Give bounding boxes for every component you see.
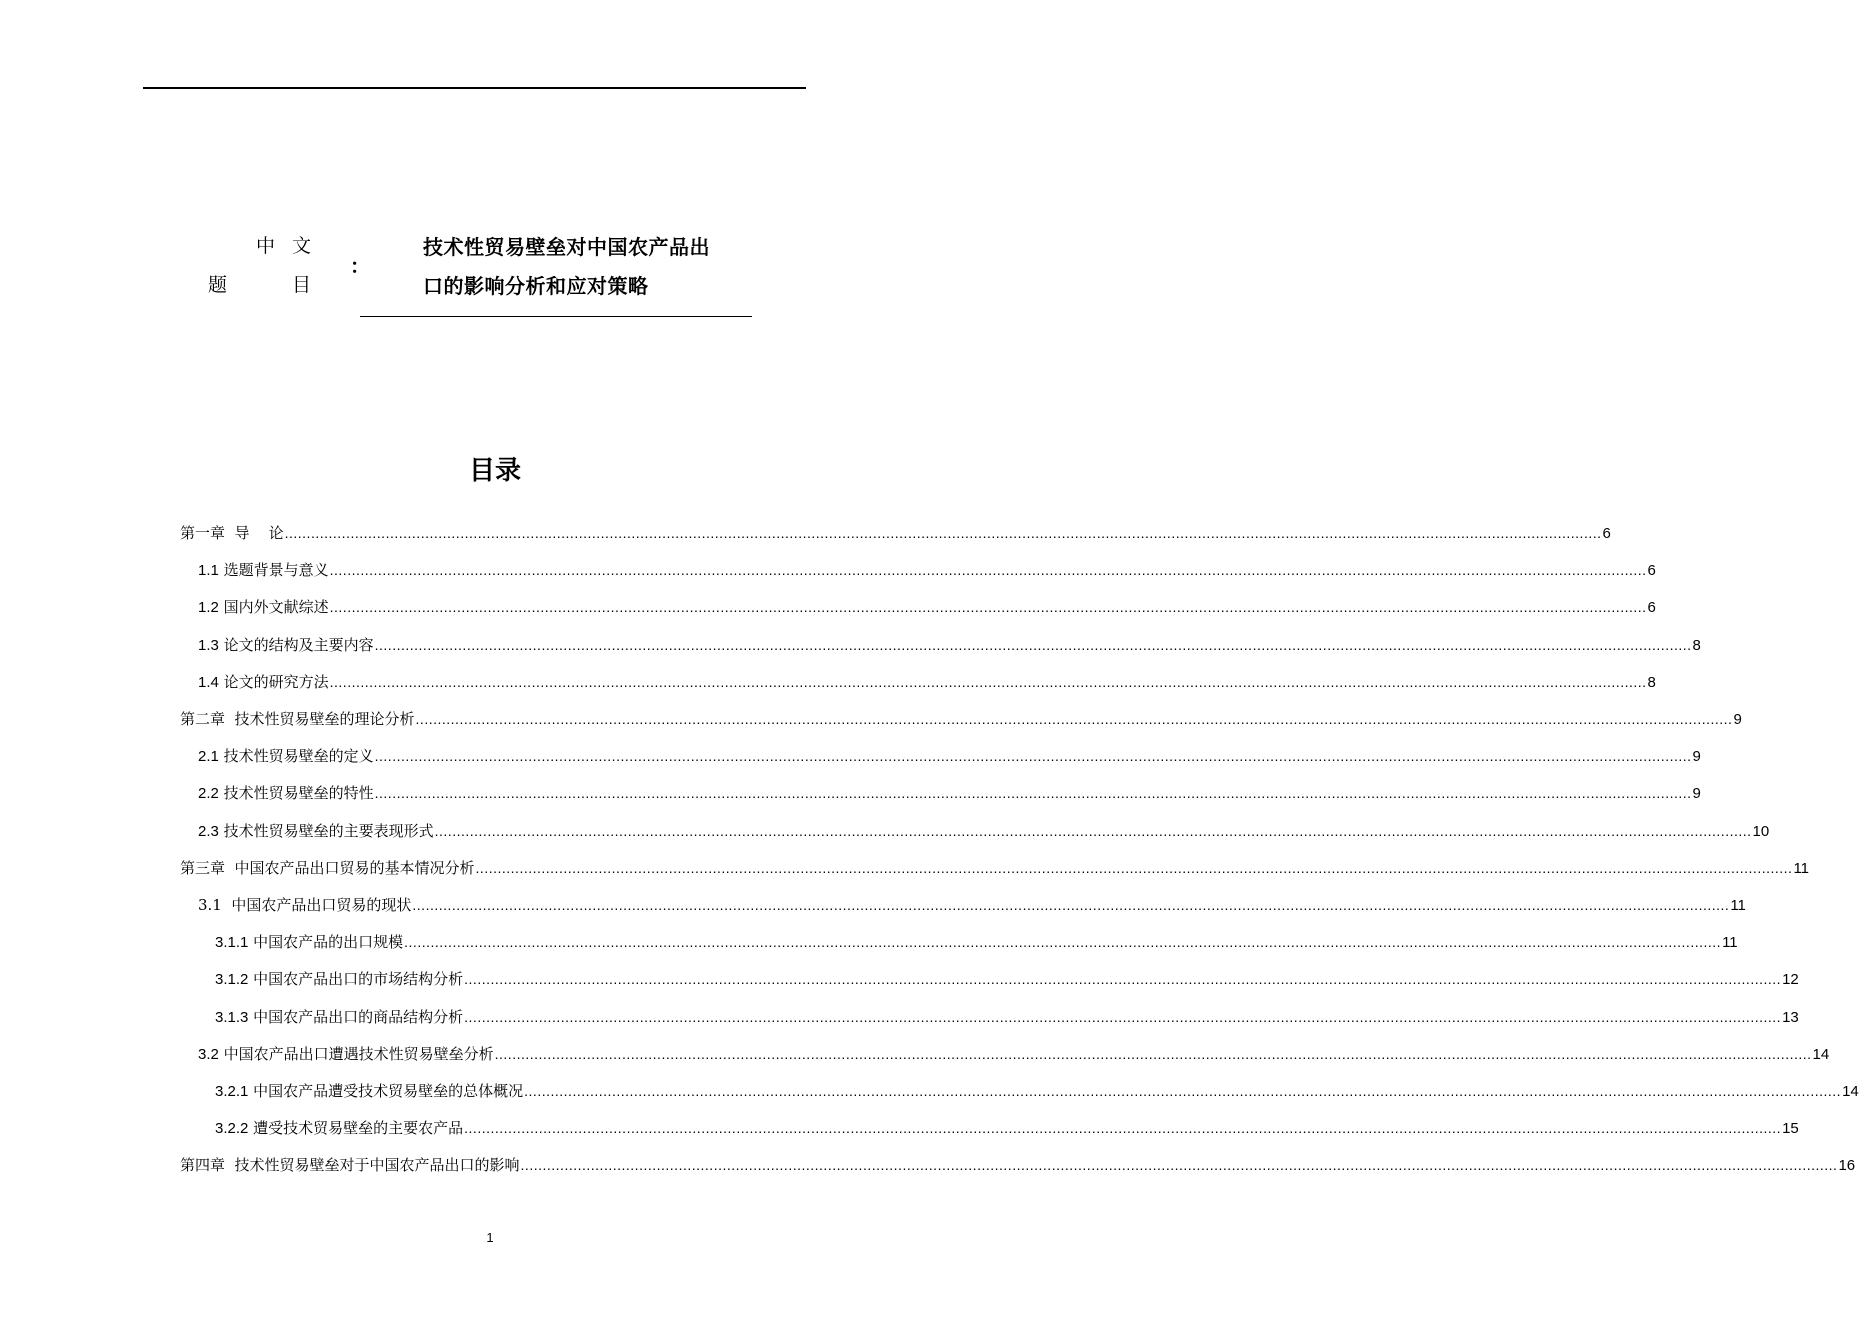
toc-entry-label	[198, 671, 329, 692]
toc-dot-leader: ............................................................................................................................................................................................................................................................................................................	[329, 673, 1647, 690]
toc-dot-leader: ............................................................................................................................................................................................................................................................................................................	[415, 711, 1733, 727]
toc-entry-text: 第四章 技术性贸易壁垒对于中国农产品出口的影响	[180, 1156, 520, 1175]
toc-entry[interactable]	[198, 894, 1746, 918]
toc-entry[interactable]	[198, 782, 1701, 806]
toc-dot-leader: ............................................................................................................................................................................................................................................................................................................	[475, 859, 1793, 876]
toc-entry-page: 11	[1793, 859, 1810, 877]
toc-entry-text: 中国农产品遭受技术贸易壁垒的总体概况	[248, 1082, 524, 1100]
toc-dot-leader: ............................................................................................................................................................................................................................................................................................................	[284, 525, 1602, 541]
toc-entry-page: 9	[1692, 748, 1701, 766]
toc-entry[interactable]	[198, 559, 1656, 583]
toc-entry[interactable]	[215, 1117, 1799, 1141]
toc-dot-leader: ............................................................................................................................................................................................................................................................................................................	[404, 934, 1722, 951]
toc-entry-text: 第二章 技术性贸易壁垒的理论分析	[180, 710, 415, 728]
toc-entry-label	[180, 708, 415, 729]
toc-entry[interactable]	[180, 522, 1611, 546]
toc-entry[interactable]	[180, 857, 1810, 881]
toc-entry-text: 国内外文献综述	[218, 598, 329, 617]
title-colon: ：	[350, 254, 370, 278]
toc-dot-leader: ............................................................................................................................................................................................................................................................................................................	[412, 897, 1730, 913]
toc-entry-text: 遭受技术贸易壁垒的主要农产品	[248, 1119, 464, 1138]
toc-entry-label	[198, 596, 329, 617]
toc-entry-label	[198, 894, 411, 915]
thesis-title-line2: 口的影响分析和应对策略	[423, 274, 649, 298]
toc-entry-page: 9	[1733, 711, 1742, 728]
toc-entry[interactable]	[215, 1006, 1799, 1030]
toc-dot-leader: ............................................................................................................................................................................................................................................................................................................	[374, 636, 1692, 653]
label-char-zhong: 中	[256, 235, 276, 257]
toc-entry-page: 6	[1647, 599, 1656, 617]
toc-dot-leader: ............................................................................................................................................................................................................................................................................................................	[374, 785, 1692, 802]
toc-entry[interactable]	[180, 1154, 1856, 1178]
toc-entry[interactable]	[198, 820, 1770, 844]
toc-entry-page: 14	[1842, 1083, 1859, 1100]
toc-dot-leader: ............................................................................................................................................................................................................................................................................................................	[434, 822, 1752, 839]
toc-entry-text: 中国农产品出口的市场结构分析	[248, 970, 464, 989]
toc-entry-label	[215, 1117, 463, 1138]
toc-entry-page: 11	[1722, 934, 1738, 952]
toc-entry-page: 14	[1812, 1045, 1830, 1063]
toc-entry-label	[198, 1043, 494, 1064]
toc-dot-leader: ............................................................................................................................................................................................................................................................................................................	[329, 599, 1647, 616]
toc-entry-label	[198, 634, 374, 655]
toc-entry[interactable]	[215, 1080, 1859, 1104]
toc-entry-number: 3.2.2	[215, 1120, 249, 1138]
title-underline	[360, 316, 752, 317]
toc-entry-number: 2.1	[198, 748, 219, 766]
toc-dot-leader: ............................................................................................................................................................................................................................................................................................................	[464, 1120, 1782, 1137]
toc-dot-leader: ............................................................................................................................................................................................................................................................................................................	[520, 1157, 1838, 1174]
toc-entry-number: 3.2	[198, 1045, 219, 1063]
toc-dot-leader: ............................................................................................................................................................................................................................................................................................................	[464, 1008, 1782, 1025]
toc-entry-page: 11	[1730, 897, 1746, 914]
thesis-title-line1: 技术性贸易壁垒对中国农产品出	[423, 235, 710, 259]
toc-entry-page: 8	[1647, 673, 1656, 691]
toc-entry-label	[198, 820, 434, 841]
toc-entry-number: 3.1.1	[215, 934, 249, 952]
toc-entry-label	[198, 559, 329, 580]
toc-entry-page: 10	[1752, 822, 1770, 840]
toc-dot-leader: ............................................................................................................................................................................................................................................................................................................	[374, 748, 1692, 765]
toc-entry[interactable]	[198, 596, 1656, 620]
toc-dot-leader: ............................................................................................................................................................................................................................................................................................................	[494, 1045, 1812, 1062]
toc-entry-text: 论文的研究方法	[218, 672, 329, 691]
toc-entry-text: 中国农产品出口遭遇技术性贸易壁垒分析	[218, 1044, 494, 1063]
label-char-mu: 目	[291, 274, 311, 296]
toc-entry-text: 第一章 导 论	[180, 524, 284, 542]
toc-entry[interactable]	[198, 634, 1701, 658]
toc-entry-page: 16	[1838, 1157, 1856, 1175]
toc-entry[interactable]	[215, 968, 1799, 992]
toc-dot-leader: ............................................................................................................................................................................................................................................................................................................	[329, 562, 1647, 579]
toc-entry-label	[198, 745, 374, 766]
toc-heading: 目录	[468, 456, 521, 486]
toc-entry-label	[215, 1080, 523, 1101]
toc-entry-number: 3.1.2	[215, 971, 249, 989]
toc-entry-page: 13	[1782, 1008, 1799, 1026]
toc-dot-leader: ............................................................................................................................................................................................................................................................................................................	[524, 1083, 1842, 1099]
toc-entry-label	[198, 782, 374, 803]
title-label-row2	[208, 270, 311, 297]
toc-entry-page: 8	[1692, 636, 1701, 654]
toc-entry-label	[180, 522, 284, 543]
label-char-wen: 文	[291, 235, 311, 257]
toc-entry-page: 6	[1647, 562, 1656, 580]
toc-entry-text: 第三章 中国农产品出口贸易的基本情况分析	[180, 858, 475, 877]
label-char-ti: 题	[208, 274, 228, 296]
toc-entry[interactable]	[180, 708, 1742, 732]
toc-entry-number: 1.1	[198, 562, 219, 580]
header-rule	[143, 87, 806, 89]
toc-entry[interactable]	[198, 1043, 1830, 1067]
toc-entry[interactable]	[198, 745, 1701, 769]
toc-entry-number: 2.2	[198, 785, 219, 803]
toc-entry-text: 技术性贸易壁垒的主要表现形式	[218, 821, 434, 840]
toc-entry[interactable]	[198, 671, 1656, 695]
toc-entry-text: 中国农产品的出口规模	[248, 933, 404, 952]
toc-entry-page: 9	[1692, 785, 1701, 803]
toc-entry-text: 论文的结构及主要内容	[218, 635, 374, 654]
toc-entry-number: 1.4	[198, 673, 219, 691]
toc-entry-number: 3.1.3	[215, 1008, 249, 1026]
toc-entry-page: 15	[1782, 1120, 1799, 1138]
toc-entry-number: 3.2.1	[215, 1083, 249, 1100]
toc-entry-page: 12	[1782, 971, 1799, 989]
toc-entry-text: 选题背景与意义	[218, 561, 329, 580]
toc-entry-page: 6	[1602, 525, 1611, 542]
toc-dot-leader: ............................................................................................................................................................................................................................................................................................................	[464, 971, 1782, 988]
toc-entry-text: 3.1 中国农产品出口贸易的现状	[198, 896, 412, 914]
page-number: 1	[486, 1230, 494, 1245]
toc-entry-label	[215, 931, 403, 952]
toc-entry-text: 技术性贸易壁垒的定义	[218, 747, 374, 766]
toc-entry-number: 1.2	[198, 599, 219, 617]
toc-entry-label	[180, 1154, 520, 1175]
toc-entry-text: 技术性贸易壁垒的特性	[218, 784, 374, 803]
toc-entry-label	[215, 1006, 463, 1027]
title-label-row1	[256, 231, 311, 258]
toc-entry-label	[215, 968, 463, 989]
toc-entry-text: 中国农产品出口的商品结构分析	[248, 1007, 464, 1026]
toc-entry-number: 1.3	[198, 636, 219, 654]
toc-entry-number: 2.3	[198, 822, 219, 840]
toc-entry-label	[180, 857, 475, 878]
toc-entry[interactable]	[215, 931, 1738, 955]
